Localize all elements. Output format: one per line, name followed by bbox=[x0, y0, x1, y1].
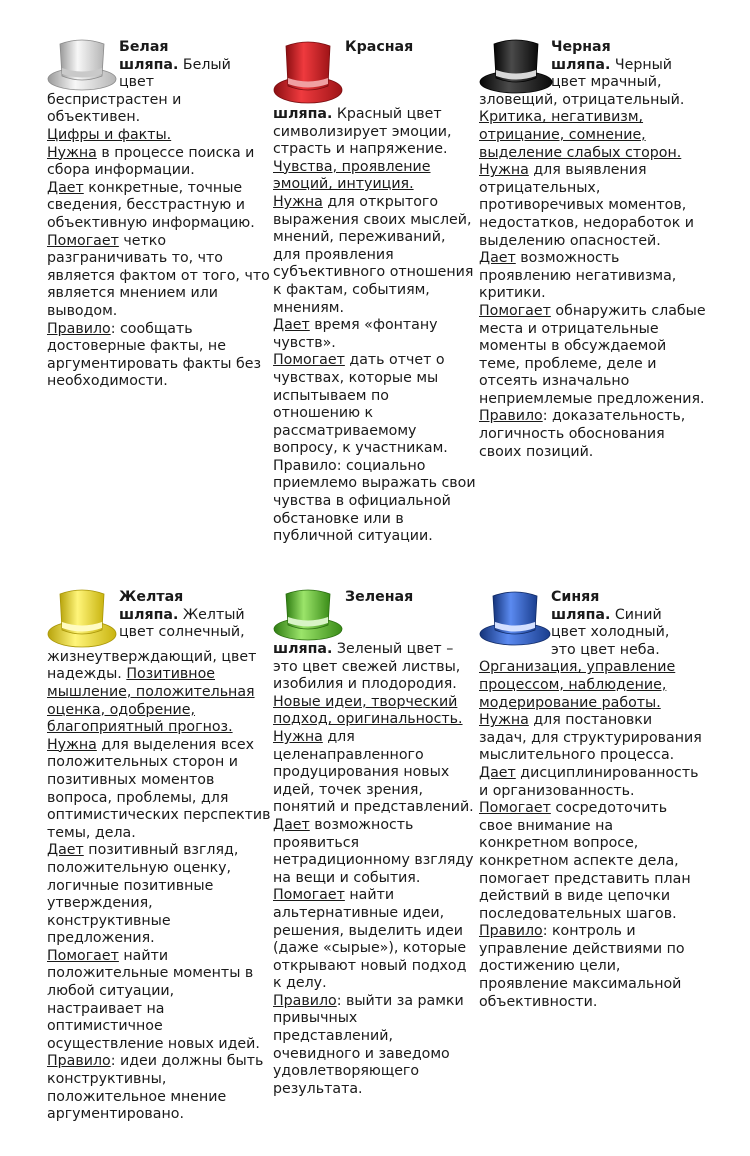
black-hat-section bbox=[479, 39, 709, 461]
green-need: Нужна для целенаправленного продуцирования новых идей, точек зрения, понятий и представлений. bbox=[273, 728, 474, 816]
red-helps: Помогает дать отчет о чувствах, которые мы испытываем по отношению к рассматриваемому вопросу, к участникам. bbox=[273, 352, 448, 457]
blue-hat-section bbox=[479, 589, 704, 1011]
black-hat-title: Черная bbox=[551, 39, 611, 55]
blue-need: Нужна для постановки задач, для структурирования мыслительного процесса. bbox=[479, 712, 702, 764]
white-need: Нужна в процессе поиска и сбора информации. bbox=[47, 144, 255, 179]
red-rule: Правило: социально приемлемо выражать свои чувства в официальной обстановке или в публичной ситуации. bbox=[273, 457, 476, 545]
blue-gives: Дает дисциплинированность и организованность. bbox=[479, 764, 699, 799]
red-need: Нужна для открытого выражения своих мыслей, мнений, переживаний, для проявления субъективного отношения к фактам, событиям, мнениям. bbox=[273, 193, 474, 316]
white-subtitle: Цифры и факты. bbox=[47, 126, 172, 143]
white-rule: Правило: сообщать достоверные факты, не аргументировать факты без необходимости. bbox=[47, 320, 262, 390]
black-hat-word: шляпа. bbox=[551, 56, 611, 73]
white-hat-title: Белая bbox=[119, 39, 169, 55]
white-intro-a: Белый bbox=[182, 56, 231, 73]
white-intro-b: цвет bbox=[119, 74, 155, 91]
yellow-intro: жизнеутверждающий, цвет надежды. Позитивное мышление, положительная оценка, одобрение, благоприятный прогноз. bbox=[47, 648, 257, 736]
white-intro-c: беспристрастен и объективен. bbox=[47, 91, 182, 126]
blue-subtitle: Организация, управление процессом, наблюдение, модерирование работы. bbox=[479, 659, 676, 711]
white-hat-word: шляпа. bbox=[119, 56, 179, 73]
red-hat-title: Красная bbox=[345, 39, 414, 55]
green-gives: Дает возможность проявиться нетрадиционному взгляду на вещи и события. bbox=[273, 816, 474, 886]
yellow-hat-section bbox=[47, 589, 271, 1124]
blue-helps: Помогает сосредоточить свое внимание на конкретном вопросе, конкретном аспекте дела, помогает представить план действий в виде цепочки последовательных шагов. bbox=[479, 800, 691, 922]
blue-rule: Правило: контроль и управление действиями по достижению цели, проявление максимальной объективности. bbox=[479, 923, 685, 1010]
green-rule: Правило: выйти за рамки привычных представлений, очевидного и заведомо удовлетворяющего результата. bbox=[273, 992, 464, 1097]
blue-hat-title: Синяя bbox=[551, 589, 600, 605]
black-helps: Помогает обнаружить слабые места и отрицательные моменты в обсуждаемой теме, проблеме, деле и отсеять изначально неприемлемые предложения. bbox=[479, 302, 706, 407]
green-helps: Помогает найти альтернативные идеи, решения, выделить идеи (даже «сырые»), которые открывают новый подход к делу. bbox=[273, 887, 467, 992]
green-hat-section bbox=[273, 589, 479, 1098]
green-subtitle: Новые идеи, творческий подход, оригинальность. bbox=[273, 693, 463, 728]
white-gives: Дает конкретные, точные сведения, бесстрастную и объективную информацию. bbox=[47, 179, 255, 231]
black-need: Нужна для выявления отрицательных, противоречивых моментов, недостатков, недоработок и выделению опасностей. bbox=[479, 162, 695, 249]
yellow-hat-word: шляпа. bbox=[119, 606, 179, 623]
blue-hat-word: шляпа. bbox=[551, 606, 611, 623]
black-intro-c: зловещий, отрицательный. bbox=[479, 91, 685, 108]
white-helps: Помогает четко разграничивать то, что является фактом от того, что является мнением или выводом. bbox=[47, 232, 270, 319]
yellow-helps: Помогает найти положительные моменты в любой ситуации, настраивает на оптимистичное осуществление новых идей. bbox=[47, 947, 260, 1052]
blue-intro-a: Синий bbox=[614, 606, 662, 623]
green-intro: шляпа. Зеленый цвет – это цвет свежей листвы, изобилия и плодородия. bbox=[273, 641, 461, 693]
yellow-intro-b: цвет солнечный, bbox=[119, 624, 245, 641]
black-rule: Правило: доказательность, логичность обоснования своих позиций. bbox=[479, 408, 686, 460]
black-gives: Дает возможность проявлению негативизма, критики. bbox=[479, 250, 677, 302]
yellow-subtitle: Позитивное мышление, положительная оценка, одобрение, благоприятный прогноз. bbox=[47, 666, 255, 736]
yellow-intro-a: Желтый bbox=[182, 606, 245, 623]
red-gives: Дает время «фонтану чувств». bbox=[273, 317, 438, 351]
red-hat-section bbox=[273, 39, 477, 546]
green-hat-title: Зеленая bbox=[345, 589, 414, 605]
yellow-gives: Дает позитивный взгляд, положительную оценку, логичные позитивные утверждения, конструктивные предложения. bbox=[47, 842, 239, 947]
white-hat-section bbox=[47, 39, 272, 391]
black-subtitle: Критика, негативизм, отрицание, сомнение, выделение слабых сторон. bbox=[479, 109, 682, 161]
yellow-rule: Правило: идеи должны быть конструктивны, положительное мнение аргументировано. bbox=[47, 1053, 264, 1123]
black-intro-a: Черный bbox=[614, 56, 673, 73]
blue-intro-c: это цвет неба. bbox=[551, 641, 660, 658]
red-intro: шляпа. Красный цвет символизирует эмоции, страсть и напряжение. bbox=[273, 106, 452, 158]
blue-intro-b: цвет холодный, bbox=[551, 624, 670, 641]
yellow-hat-title: Желтая bbox=[119, 589, 184, 605]
yellow-need: Нужна для выделения всех положительных сторон и позитивных моментов вопроса, проблемы, для оптимистических перспектив темы, дела. bbox=[47, 736, 271, 841]
red-subtitle: Чувства, проявление эмоций, интуиция. bbox=[273, 158, 431, 193]
black-intro-b: цвет мрачный, bbox=[551, 74, 662, 91]
